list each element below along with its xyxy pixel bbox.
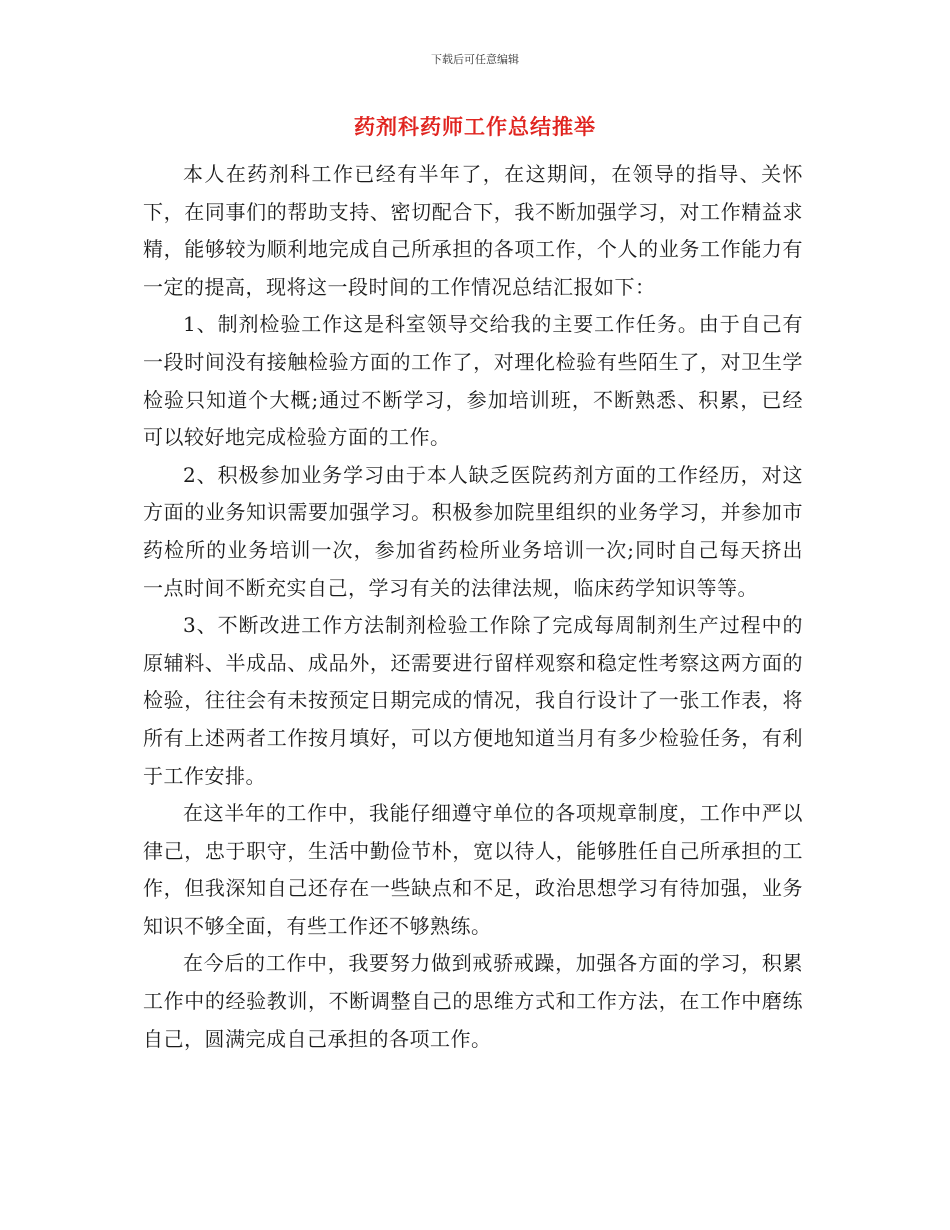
paragraph-summary: 在这半年的工作中，我能仔细遵守单位的各项规章制度，工作中严以律己，忠于职守，生活中勤俭节朴，宽以待人，能够胜任自己所承担的工作，但我深知自己还存在一些缺点和不足，政治思想学习有待加强，业务知识不够全面，有些工作还不够熟练。: [143, 801, 803, 938]
paragraph-item-2: 2、积极参加业务学习由于本人缺乏医院药剂方面的工作经历，对这方面的业务知识需要加强学习。积极参加院里组织的业务学习，并参加市药检所的业务培训一次，参加省药检所业务培训一次;同时自己每天挤出一点时间不断充实自己，学习有关的法律法规，临床药学知识等等。: [143, 462, 803, 600]
paragraph-item-1: 1、制剂检验工作这是科室领导交给我的主要工作任务。由于自己有一段时间没有接触检验方面的工作了，对理化检验有些陌生了，对卫生学检验只知道个大概;通过不断学习，参加培训班，不断熟悉、积累，已经可以较好地完成检验方面的工作。: [143, 312, 803, 450]
paragraph-intro: 本人在药剂科工作已经有半年了，在这期间，在领导的指导、关怀下，在同事们的帮助支持、密切配合下，我不断加强学习，对工作精益求精，能够较为顺利地完成自己所承担的各项工作，个人的业务工作能力有一定的提高，现将这一段时间的工作情况总结汇报如下：: [143, 162, 803, 299]
document-body: [143, 156, 803, 1058]
header-note: 下载后可任意编辑: [431, 53, 519, 66]
paragraph-item-3: 3、不断改进工作方法制剂检验工作除了完成每周制剂生产过程中的原辅料、半成品、成品外，还需要进行留样观察和稳定性考察这两方面的检验，往往会有未按预定日期完成的情况，我自行设计了一张工作表，将所有上述两者工作按月填好，可以方便地知道当月有多少检验任务，有利于工作安排。: [143, 613, 803, 788]
paragraph-outlook: 在今后的工作中，我要努力做到戒骄戒躁，加强各方面的学习，积累工作中的经验教训，不断调整自己的思维方式和工作方法，在工作中磨练自己，圆满完成自己承担的各项工作。: [143, 951, 803, 1051]
document-title: 药剂科药师工作总结推举: [354, 115, 596, 139]
